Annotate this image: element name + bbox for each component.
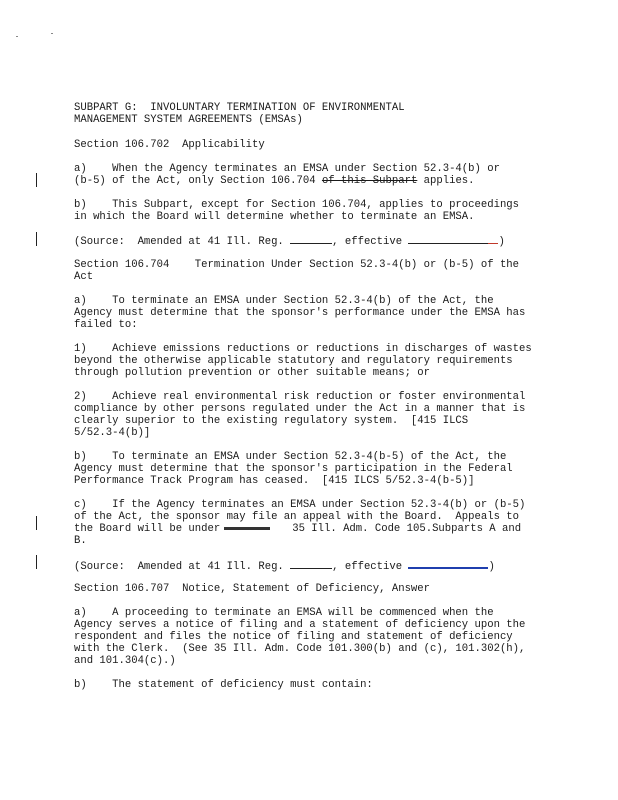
revision-bar [36, 173, 37, 187]
paragraph-line: respondent and files the notice of filing and statement of deficiency [74, 631, 513, 643]
paragraph-line: and 101.304(c).) [74, 655, 176, 667]
paragraph-line: 5/52.3-4(b)] [74, 427, 151, 439]
paragraph-line: a) When the Agency terminates an EMSA under Section 52.3-4(b) or [74, 163, 500, 175]
paragraph-line: clearly superior to the existing regulatory system. [415 ILCS [74, 415, 469, 427]
subpart-heading-line2: MANAGEMENT SYSTEM AGREEMENTS (EMSAs) [74, 114, 303, 126]
text-run: 35 Ill. Adm. Code 105.Subparts A and [292, 523, 522, 535]
paragraph-line: a) A proceeding to terminate an EMSA will be commenced when the [74, 607, 494, 619]
paragraph-line: b) To terminate an EMSA under Section 52.3-4(b-5) of the Act, the [74, 451, 507, 463]
paragraph-line: a) To terminate an EMSA under Section 52.3-4(b) of the Act, the [74, 295, 494, 307]
paragraph-line: Agency must determine that the sponsor's participation in the Federal [74, 463, 513, 475]
source-note [74, 559, 495, 573]
scan-speck [51, 33, 53, 34]
paragraph-line: of the Act, the sponsor may file an appeal with the Board. Appeals to [74, 511, 520, 523]
revision-bar [36, 232, 37, 246]
revision-bar [36, 555, 37, 569]
subpart-heading-line1: SUBPART G: INVOLUNTARY TERMINATION OF ENVIRONMENTAL [74, 102, 405, 114]
text-run: ) [498, 236, 505, 248]
text-run: the Board will be under [74, 523, 221, 535]
paragraph-line: failed to: [74, 319, 138, 331]
section-heading-704: Section 106.704 Termination Under Section 52.3-4(b) or (b-5) of the [74, 259, 520, 271]
register-blank [290, 235, 332, 244]
paragraph-line: beyond the otherwise applicable statutory and regulatory requirements [74, 355, 513, 367]
paragraph-line: Agency serves a notice of filing and a statement of deficiency upon the [74, 619, 526, 631]
section-heading-704-cont: Act [74, 271, 94, 283]
paragraph-line: with the Clerk. (See 35 Ill. Adm. Code 101.300(b) and (c), 101.302(h), [74, 643, 526, 655]
paragraph-line [74, 175, 475, 187]
text-run: (Source: Amended at 41 Ill. Reg. [74, 236, 291, 248]
paragraph-line: b) This Subpart, except for Section 106.704, applies to proceedings [74, 199, 520, 211]
paragraph-line: compliance by other persons regulated under the Act in a manner that is [74, 403, 526, 415]
source-note [74, 235, 505, 248]
paragraph-line: through pollution prevention or other suitable means; or [74, 367, 431, 379]
register-blank [290, 560, 332, 569]
paragraph-line [74, 523, 521, 535]
text-run: (Source: Amended at 41 Ill. Reg. [74, 561, 291, 573]
paragraph-line: b) The statement of deficiency must contain: [74, 679, 373, 691]
text-run: , effective [332, 236, 409, 248]
paragraph-line: Performance Track Program has ceased. [415 ILCS 5/52.3-4(b-5)] [74, 475, 475, 487]
paragraph-line: Agency must determine that the sponsor's performance under the EMSA has [74, 307, 526, 319]
text-run: applies. [417, 175, 475, 187]
effective-date-blank [408, 559, 488, 569]
revision-bar [36, 516, 37, 530]
paragraph-line: B. [74, 535, 87, 547]
paragraph-line: 2) Achieve real environmental risk reduction or foster environmental [74, 391, 526, 403]
section-heading-702: Section 106.702 Applicability [74, 139, 265, 151]
text-run: , effective [332, 561, 409, 573]
text-run: ) [488, 561, 495, 573]
redaction-smudge [224, 527, 270, 530]
paragraph-line: 1) Achieve emissions reductions or reductions in discharges of wastes [74, 343, 532, 355]
paragraph-line: c) If the Agency terminates an EMSA under Section 52.3-4(b) or (b-5) [74, 499, 526, 511]
section-heading-707: Section 106.707 Notice, Statement of Deficiency, Answer [74, 583, 431, 595]
effective-date-blank [408, 235, 488, 244]
scan-speck [16, 36, 18, 37]
ink-mark [488, 235, 498, 244]
text-run: (b-5) of the Act, only Section 106.704 [74, 175, 322, 187]
paragraph-line: in which the Board will determine whether to terminate an EMSA. [74, 211, 475, 223]
deleted-text: of this Subpart [321, 175, 418, 187]
